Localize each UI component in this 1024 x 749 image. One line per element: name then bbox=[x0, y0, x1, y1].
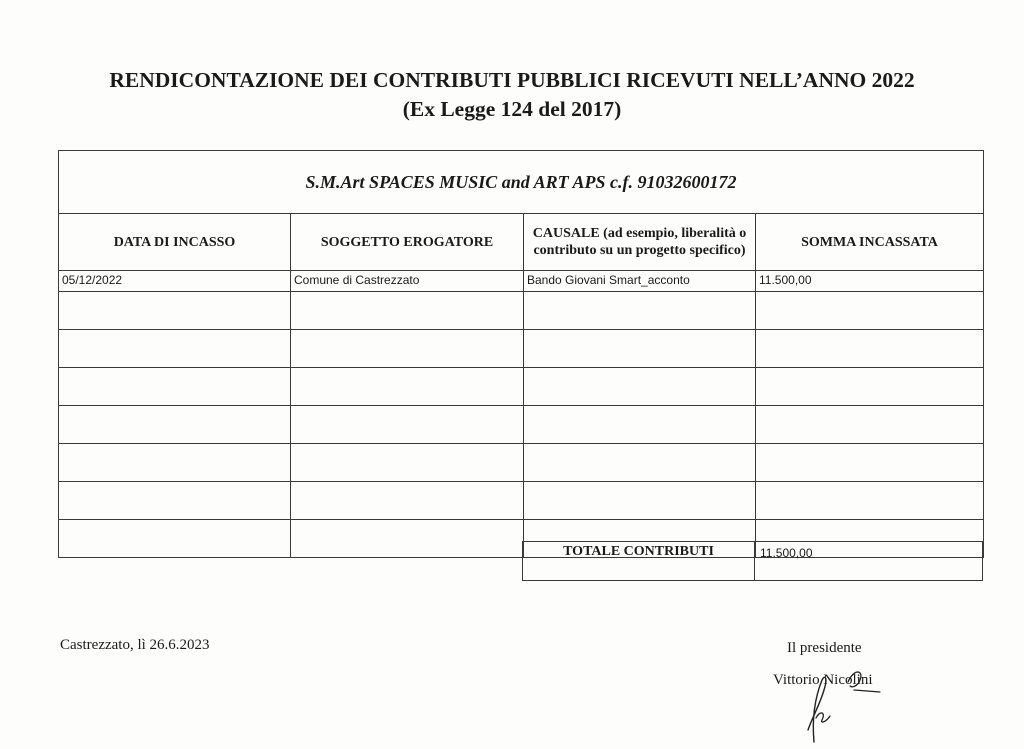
cell-reason bbox=[524, 330, 756, 368]
totals-container bbox=[522, 541, 983, 581]
cell-reason bbox=[524, 406, 756, 444]
table-row bbox=[59, 368, 984, 406]
cell-reason: Bando Giovani Smart_acconto bbox=[524, 271, 756, 292]
cell-reason bbox=[524, 292, 756, 330]
column-header-date: DATA DI INCASSO bbox=[59, 214, 291, 271]
cell-date bbox=[59, 482, 291, 520]
table-row bbox=[59, 292, 984, 330]
signer-name: Vittorio Nicolini bbox=[773, 672, 873, 688]
cell-amount: 11.500,00 bbox=[756, 271, 984, 292]
cell-provider bbox=[291, 444, 524, 482]
cell-provider bbox=[291, 292, 524, 330]
contributions-table bbox=[58, 150, 984, 558]
cell-reason bbox=[524, 482, 756, 520]
title-line-2: (Ex Legge 124 del 2017) bbox=[402, 97, 622, 121]
table-row bbox=[59, 482, 984, 520]
cell-amount bbox=[756, 406, 984, 444]
column-header-provider: SOGGETTO EROGATORE bbox=[291, 214, 524, 271]
page-title bbox=[0, 66, 1024, 124]
table-row bbox=[59, 444, 984, 482]
cell-date: 05/12/2022 bbox=[59, 271, 291, 292]
cell-amount bbox=[756, 292, 984, 330]
cell-date bbox=[59, 330, 291, 368]
cell-date bbox=[59, 368, 291, 406]
cell-reason bbox=[524, 444, 756, 482]
table-row bbox=[59, 330, 984, 368]
cell-amount bbox=[756, 330, 984, 368]
table-row bbox=[59, 271, 984, 292]
cell-date bbox=[59, 444, 291, 482]
cell-provider bbox=[291, 482, 524, 520]
cell-date bbox=[59, 406, 291, 444]
handwritten-signature bbox=[792, 660, 902, 745]
organization-header: S.M.Art SPACES MUSIC and ART APS c.f. 91032600172 bbox=[59, 151, 984, 214]
cell-reason bbox=[524, 368, 756, 406]
cell-provider bbox=[291, 368, 524, 406]
table-row bbox=[59, 406, 984, 444]
column-header-amount: SOMMA INCASSATA bbox=[756, 214, 984, 271]
cell-provider: Comune di Castrezzato bbox=[291, 271, 524, 292]
place-date: Castrezzato, lì 26.6.2023 bbox=[60, 637, 210, 653]
totals-table bbox=[522, 541, 983, 581]
signer-role: Il presidente bbox=[787, 640, 862, 656]
total-value: 11.500,00 bbox=[755, 542, 983, 581]
cell-amount bbox=[756, 482, 984, 520]
cell-date bbox=[59, 292, 291, 330]
title-line-1: RENDICONTAZIONE DEI CONTRIBUTI PUBBLICI RICEVUTI NELL’ANNO 2022 bbox=[109, 68, 915, 92]
cell-provider bbox=[291, 406, 524, 444]
cell-provider bbox=[291, 330, 524, 368]
cell-provider bbox=[291, 520, 524, 558]
cell-amount bbox=[756, 444, 984, 482]
contributions-table-container bbox=[58, 150, 984, 558]
column-header-reason: CAUSALE (ad esempio, liberalità o contributo su un progetto specifico) bbox=[524, 214, 756, 271]
total-label: TOTALE CONTRIBUTI bbox=[523, 542, 755, 581]
cell-date bbox=[59, 520, 291, 558]
cell-amount bbox=[756, 368, 984, 406]
